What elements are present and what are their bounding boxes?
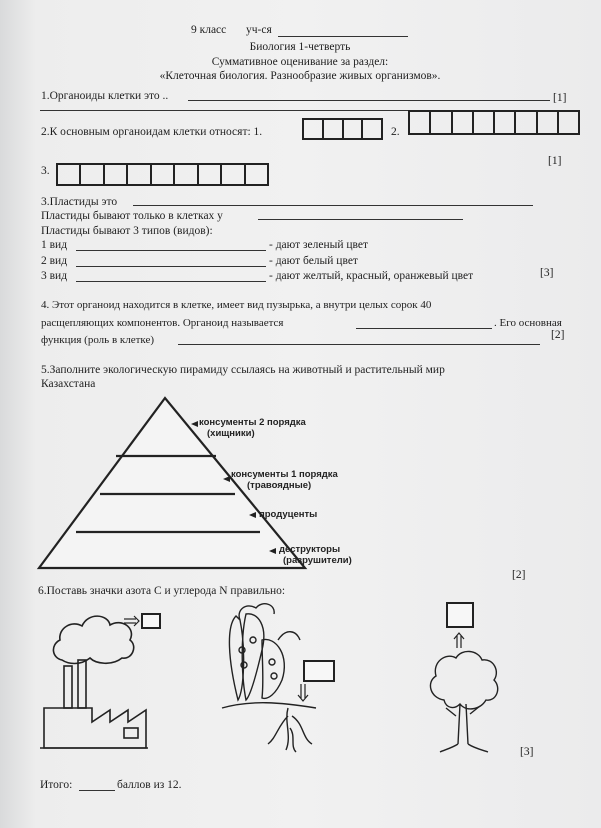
- q3-type-3-label: 3 вид: [41, 270, 68, 282]
- score-text: баллов из 12.: [117, 779, 182, 791]
- plant-symbol-box[interactable]: [303, 660, 335, 682]
- q4-line-3: функция (роль в клетке): [41, 334, 155, 346]
- tree-symbol-box[interactable]: [446, 602, 474, 628]
- pyramid-level-2-label: продуценты: [259, 509, 318, 520]
- q6-text: 6.Поставь значки азота С и углерода N правильно:: [38, 585, 286, 597]
- q3-type-2-desc: - дают белый цвет: [269, 255, 358, 267]
- pyramid-level-1-label: деструкторы (разрушители): [279, 544, 352, 566]
- q4-line-1: 4. Этот органоид находится в клетке, имеет вид пузырька, а внутри целых сорок 40: [41, 299, 432, 311]
- q3-line-3: Пластиды бывают 3 типов (видов):: [41, 225, 213, 237]
- cloud-symbol-box[interactable]: [141, 613, 161, 629]
- q2-label-3: 3.: [41, 165, 50, 177]
- q3-type-2-label: 2 вид: [41, 255, 68, 267]
- q4-line-2b: . Его основная: [494, 317, 562, 329]
- q1-points: [1]: [553, 92, 567, 104]
- q3-line-2: Пластиды бывают только в клетках у: [41, 210, 223, 222]
- q6-points: [3]: [520, 746, 534, 758]
- q3-type-1-desc: - дают зеленый цвет: [269, 239, 369, 251]
- q3-line-1: 3.Пластиды это: [41, 196, 118, 208]
- smoke-cloud-icon: [53, 616, 133, 663]
- q4-line-2a: расщепляющих компонентов. Органоид называется: [41, 317, 284, 329]
- tree-icon: [430, 651, 497, 752]
- total-label: Итого:: [40, 779, 73, 791]
- q1-text: 1.Органоиды клетки это ..: [41, 90, 169, 102]
- q3-type-3-desc: - дают желтый, красный, оранжевый цвет: [269, 270, 474, 282]
- total-score-line[interactable]: [79, 790, 115, 791]
- section-title: «Клеточная биология. Разнообразие живых организмов».: [159, 70, 441, 82]
- assessment-type: Суммативное оценивание за раздел:: [211, 56, 389, 68]
- student-label: уч-ся: [246, 24, 272, 36]
- q5-line-2: Казахстана: [41, 378, 96, 390]
- pyramid-level-3-label: консументы 1 порядка (травоядные): [231, 469, 338, 491]
- q5-line-1: 5.Заполните экологическую пирамиду ссылаясь на животный и растительный мир: [41, 364, 445, 376]
- q4-points: [2]: [551, 329, 565, 341]
- arrow-up-icon: [454, 633, 464, 648]
- q3-points: [3]: [540, 267, 554, 279]
- factory-icon: [40, 616, 148, 748]
- class-label: 9 класс: [191, 24, 227, 36]
- q5-points: [2]: [512, 569, 526, 581]
- pea-plant-icon: [222, 604, 316, 752]
- subject-quarter: Биология 1-четверть: [249, 41, 351, 53]
- q3-type-1-label: 1 вид: [41, 239, 68, 251]
- arrow-down-icon: [298, 684, 308, 701]
- q2-points: [1]: [548, 155, 562, 167]
- q2-label-2: 2.: [391, 126, 400, 138]
- pyramid-level-4-label: консументы 2 порядка (хищники): [199, 417, 306, 439]
- q2-text: 2.К основным органоидам клетки относят: 1.: [41, 126, 263, 138]
